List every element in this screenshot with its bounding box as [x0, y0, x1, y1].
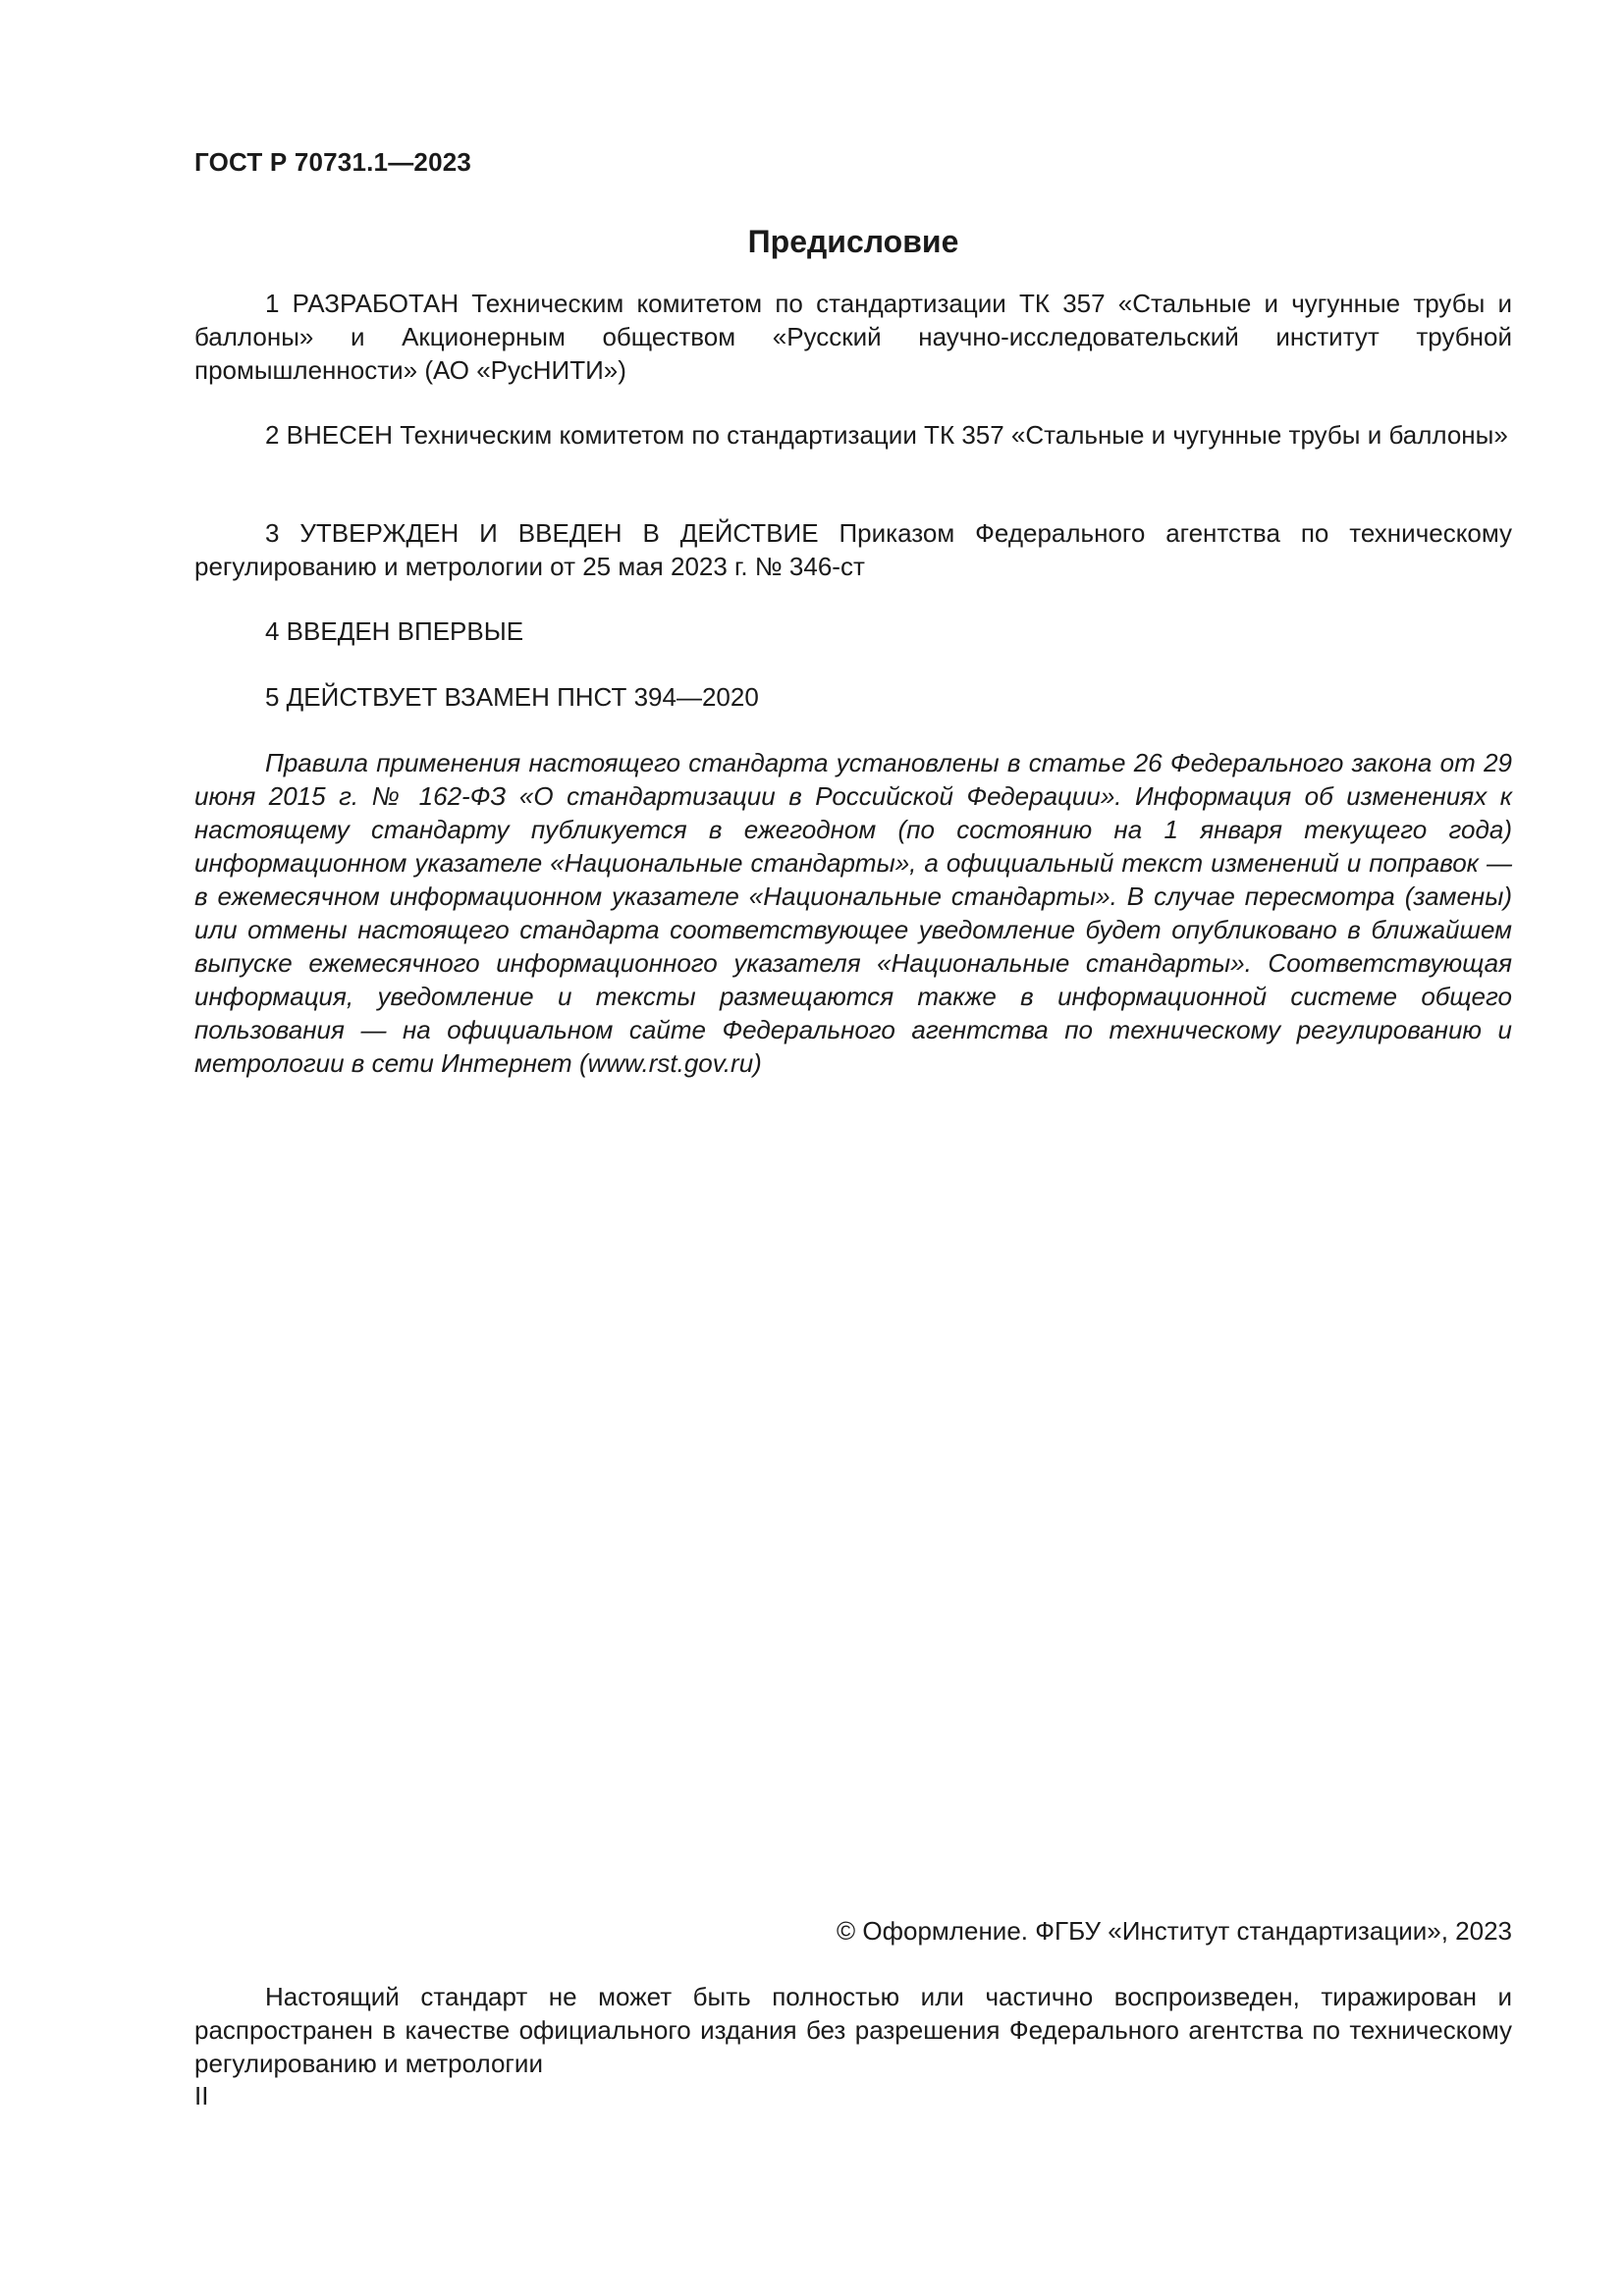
preface-item-5 [194, 680, 1512, 714]
rules-note [194, 746, 1512, 1080]
preface-item-4-text: 4 ВВЕДЕН ВПЕРВЫЕ [265, 616, 524, 646]
preface-item-2 [194, 418, 1512, 452]
reproduction-notice-text: Настоящий стандарт не может быть полностью или частично воспроизведен, тиражирован и распространен в качестве официального издания без разрешения Федерального агентства по техническому регулированию и метрологии [194, 1982, 1512, 2078]
preface-item-1-text: 1 РАЗРАБОТАН Техническим комитетом по стандартизации ТК 357 «Стальные и чугунные трубы и баллоны» и Акционерным обществом «Русский научно-исследовательский институт трубной промышленности» (АО «РусНИТИ») [194, 289, 1512, 385]
preface-title: Предисловие [747, 224, 959, 259]
preface-item-2-text: 2 ВНЕСЕН Техническим комитетом по стандартизации ТК 357 «Стальные и чугунные трубы и баллоны» [265, 420, 1508, 450]
preface-item-1 [194, 287, 1512, 387]
reproduction-notice [194, 1980, 1512, 2080]
preface-item-3 [194, 516, 1512, 583]
document-code: ГОСТ Р 70731.1—2023 [194, 147, 472, 177]
rules-note-text: Правила применения настоящего стандарта установлены в статье 26 Федерального закона от 29 июня 2015 г. № 162-ФЗ «О стандартизации в Российской Федерации». Информация об изменениях к настоящему стандарту публикуется в ежегодном (по состоянию на 1 января текущего года) информационном указателе «Национальные стандарты», а официальный текст изменений и поправок — в ежемесячном информационном указателе «Национальные стандарты». В случае пересмотра (замены) или отмены настоящего стандарта соответствующее уведомление будет опубликовано в ближайшем выпуске ежемесячного информационного указателя «Национальные стандарты». Соответствующая информация, уведомление и тексты размещаются также в информационной системе общего пользования — на официальном сайте Федерального агентства по техническому регулированию и метрологии в сети Интернет (www.rst.gov.ru) [194, 748, 1512, 1078]
page-number: II [194, 2081, 209, 2110]
preface-item-3-text: 3 УТВЕРЖДЕН И ВВЕДЕН В ДЕЙСТВИЕ Приказом Федерального агентства по техническому регулированию и метрологии от 25 мая 2023 г. № 346-ст [194, 518, 1512, 581]
preface-item-5-text: 5 ДЕЙСТВУЕТ ВЗАМЕН ПНСТ 394—2020 [265, 682, 759, 712]
preface-item-4 [194, 614, 1512, 648]
copyright-line: © Оформление. ФГБУ «Институт стандартизации», 2023 [837, 1916, 1512, 1946]
